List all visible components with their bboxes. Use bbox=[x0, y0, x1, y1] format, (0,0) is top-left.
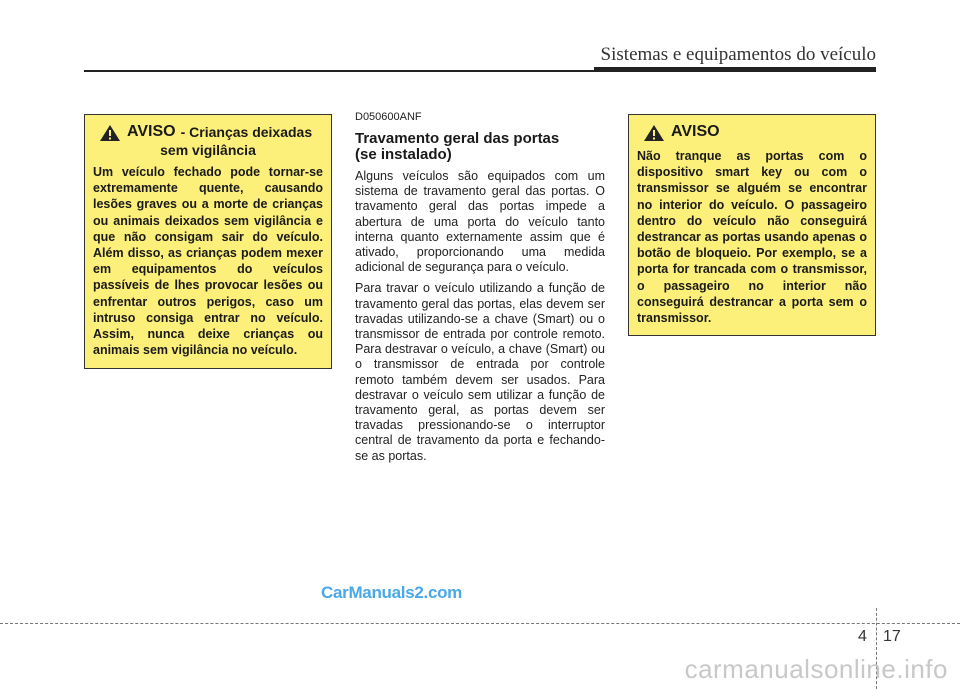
paragraph: Alguns veículos são equipados com um sistema de travamento geral das portas. O travamento geral das portas impede a abertura de uma porta do veículo tanto interna quanto externamente assim que é ativado, proporcionando uma medida adicional de segurança para o veículo. bbox=[355, 169, 605, 275]
footer-rule bbox=[0, 623, 960, 624]
warning-subtitle-line1: - Crianças deixadas bbox=[180, 124, 313, 140]
section-title-line1: Travamento geral das portas bbox=[355, 130, 560, 147]
paragraph: Para travar o veículo utilizando a função de travamento geral das portas, elas devem ser travadas utilizando-se a chave (Smart) ou o transmissor de entrada por controle remoto. Para destravar o veículo, a chave (Smart) ou o transmissor de entrada por controle remoto também devem ser usados. Para destravar o veículo sem utilizar a função de travamento geral, as portas devem ser travadas pressionando-se o interruptor central de travamento da porta e fechando-se as portas. bbox=[355, 281, 605, 463]
warning-box-lock bbox=[628, 114, 876, 336]
page-number: 17 bbox=[883, 628, 901, 645]
warning-subtitle-line2: sem vigilância bbox=[160, 142, 256, 158]
warning-label: AVISO bbox=[671, 123, 720, 140]
warning-triangle-icon bbox=[99, 124, 121, 142]
section-title bbox=[355, 131, 605, 163]
warning-body: Um veículo fechado pode tornar-se extremamente quente, causando lesões graves ou a morte de crianças ou animais deixados sem vigilância e que não consigam sair do veículo. Além disso, as crianças podem mexer em equipamentos do veículos passíveis de lhes provocar lesões ou enfrentar outros perigos, caso um intruso consiga entrar no veículo. Assim, nunca deixe crianças ou animais sem vigilância no veículo. bbox=[93, 165, 323, 358]
site-watermark: carmanualsonline.info bbox=[684, 654, 948, 684]
warning-box-children bbox=[84, 114, 332, 369]
watermark-link[interactable]: CarManuals2.com bbox=[321, 583, 462, 602]
header-rule-thick bbox=[594, 67, 876, 72]
warning-triangle-icon bbox=[643, 124, 665, 142]
section-title-line2: (se instalado) bbox=[355, 146, 452, 163]
warning-heading bbox=[93, 123, 323, 142]
header-title: Sistemas e equipamentos do veículo bbox=[600, 44, 876, 65]
warning-heading bbox=[637, 123, 867, 142]
warning-label: AVISO bbox=[127, 123, 176, 140]
section-code: D050600ANF bbox=[355, 111, 422, 123]
main-column bbox=[355, 111, 605, 470]
chapter-number: 4 bbox=[858, 628, 867, 645]
warning-body: Não tranque as portas com o dispositivo smart key ou com o transmissor se alguém se encontrar no interior do veículo. O passageiro dentro do veículo não conseguirá destrancar as portas usando apenas o botão de bloqueio. Por exemplo, se a porta for trancada com o transmissor, o passageiro no interior não conseguirá destrancar a porta sem o transmissor. bbox=[637, 149, 867, 326]
